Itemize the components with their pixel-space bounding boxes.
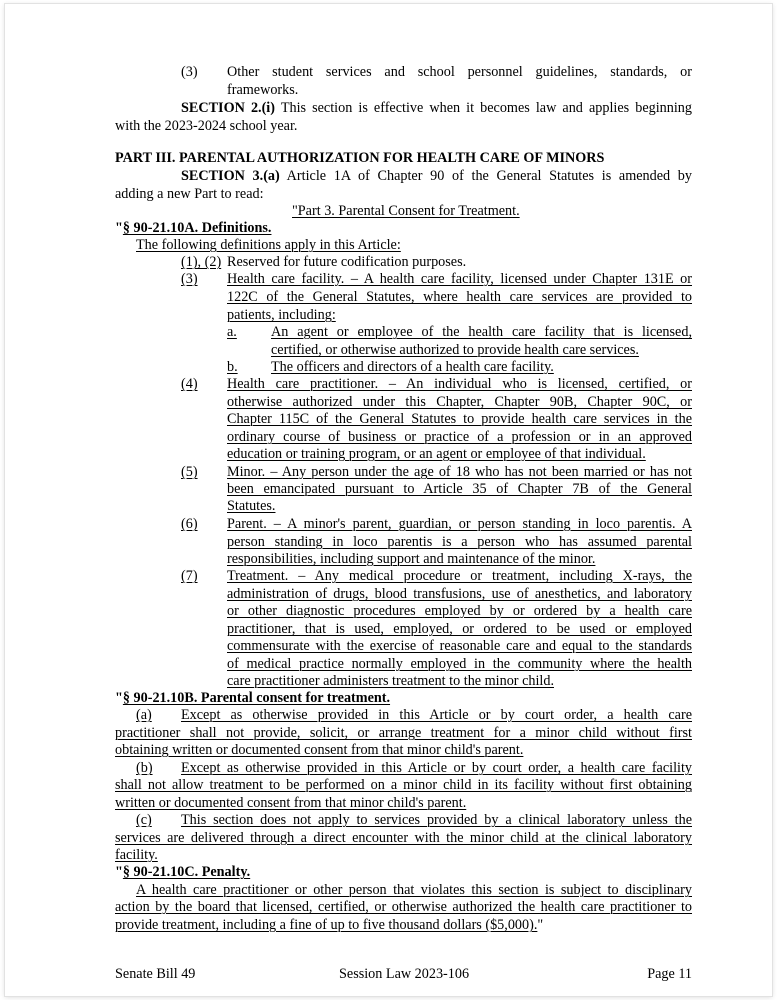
subsection-text-line: Except as otherwise provided in this Article or by court order, a health care facility xyxy=(181,760,692,776)
footer-bill-number: Senate Bill 49 xyxy=(115,966,196,982)
subsection-text-line: obtaining written or documented consent from that minor child's parent. xyxy=(115,742,524,758)
item-text-line: Other student services and school personnel guidelines, standards, or xyxy=(227,64,692,80)
section-label: SECTION 2.(i) xyxy=(181,100,275,116)
subsection-text-line: facility. xyxy=(115,847,158,863)
section-text: Article 1A of Chapter 90 of the General Statutes is amended by xyxy=(286,168,692,184)
subsection-text-line: services are delivered through a direct encounter with the minor child at the clinical laboratory xyxy=(115,830,692,846)
penalty-text-line: action by the board that licensed, certified, or otherwise authorized the health care practitioner to xyxy=(115,899,692,915)
section-label: SECTION 3.(a) xyxy=(181,168,280,184)
statute-heading xyxy=(115,690,390,707)
penalty-text-line: A health care practitioner or other person that violates this section is subject to disciplinary xyxy=(136,882,692,898)
open-quote: " xyxy=(115,864,123,880)
item-text-line: Reserved for future codification purposes. xyxy=(227,254,467,270)
subsection-label: (b) xyxy=(136,760,153,776)
item-number: (4) xyxy=(181,376,198,392)
penalty-text-line xyxy=(115,917,543,934)
section-2i-line: with the 2023-2024 school year. xyxy=(115,118,298,134)
item-number: (7) xyxy=(181,568,198,584)
subsection-text-line: This section does not apply to services provided by a clinical laboratory unless the xyxy=(181,812,692,828)
item-text-line: Minor. – Any person under the age of 18 who has not been married or has not xyxy=(227,464,692,480)
item-text-line: Treatment. – Any medical procedure or treatment, including X-rays, the xyxy=(227,568,692,584)
subsection-label: (a) xyxy=(136,707,152,723)
item-text-line: or other diagnostic procedures employed by or ordered by a health care xyxy=(227,603,692,619)
item-text-line: Parent. – A minor's parent, guardian, or person standing in loco parentis. A xyxy=(227,516,692,532)
subsection-text-line: Except as otherwise provided in this Article or by court order, a health care xyxy=(181,707,692,723)
statute-title: § 90-21.10C. Penalty. xyxy=(122,864,251,880)
subitem-text-line: certified, or otherwise authorized to provide health care services. xyxy=(271,342,639,358)
subitem-letter: b. xyxy=(227,359,238,375)
item-text-line: 122C of the General Statutes, where health care services are provided to xyxy=(227,289,692,305)
item-text-line: of medical practice normally employed in the community where the health xyxy=(227,656,692,672)
item-number: (5) xyxy=(181,464,198,480)
item-text-line: Chapter 115C of the General Statutes to provide health care services in the xyxy=(227,411,692,427)
footer-page-number: Page 11 xyxy=(647,966,692,982)
close-quote: " xyxy=(537,917,544,933)
subsection-text-line: practitioner shall not provide, solicit, or arrange treatment for a minor child without first xyxy=(115,725,692,741)
item-text-line: responsibilities, including support and maintenance of the minor. xyxy=(227,551,596,567)
section-text: This section is effective when it becomes law and applies beginning xyxy=(280,100,692,116)
item-text-line: person standing in loco parentis is a person who has assumed parental xyxy=(227,534,692,550)
item-number: (1), (2) xyxy=(181,254,222,270)
part-heading: PART III. PARENTAL AUTHORIZATION FOR HEALTH CARE OF MINORS xyxy=(115,150,605,166)
section-3a-line: adding a new Part to read: xyxy=(115,186,264,202)
subitem-text-line: An agent or employee of the health care facility that is licensed, xyxy=(271,324,692,340)
definitions-intro: The following definitions apply in this Article: xyxy=(136,237,401,253)
statute-title: § 90-21.10A. Definitions. xyxy=(122,220,272,236)
subitem-text-line: The officers and directors of a health care facility. xyxy=(271,359,554,375)
item-text-line: commensurate with the exercise of reasonable care and equal to the standards xyxy=(227,638,692,654)
subsection-label: (c) xyxy=(136,812,152,828)
item-text-line: education or training program, or an agent or employee of that individual. xyxy=(227,446,646,462)
statute-heading xyxy=(115,864,250,881)
section-2i-line xyxy=(181,100,692,117)
item-text-line: frameworks. xyxy=(227,82,299,98)
subsection-text-line: written or documented consent from that minor child's parent. xyxy=(115,795,467,811)
subitem-letter: a. xyxy=(227,324,237,340)
section-3a-line xyxy=(181,168,692,185)
item-text-line: practitioner, that is used, employed, or ordered to be used or employed xyxy=(227,621,692,637)
item-number: (3) xyxy=(181,271,198,287)
item-text-line: patients, including: xyxy=(227,307,336,323)
item-number: (3) xyxy=(181,64,198,80)
item-number: (6) xyxy=(181,516,198,532)
open-quote: " xyxy=(115,690,123,706)
item-text-line: Health care practitioner. – An individual who is licensed, certified, or xyxy=(227,376,692,392)
item-text-line: Statutes. xyxy=(227,498,276,514)
item-text-line: care practitioner administers treatment to the minor child. xyxy=(227,673,554,689)
item-text-line: administration of drugs, blood transfusions, use of anesthetics, and laboratory xyxy=(227,586,692,602)
open-quote: " xyxy=(115,220,123,236)
item-text-line: been emancipated pursuant to Article 35 of Chapter 7B of the General xyxy=(227,481,692,497)
item-text-line: Health care facility. – A health care facility, licensed under Chapter 131E or xyxy=(227,271,692,287)
penalty-text: provide treatment, including a fine of up to five thousand dollars ($5,000). xyxy=(115,917,538,933)
subsection-text-line: shall not allow treatment to be performed on a minor child in its facility without first obtaining xyxy=(115,777,692,793)
part-title: "Part 3. Parental Consent for Treatment. xyxy=(292,203,520,219)
document-page xyxy=(5,4,772,996)
statute-heading xyxy=(115,220,271,237)
statute-title: § 90-21.10B. Parental consent for treatment. xyxy=(122,690,391,706)
item-text-line: ordinary course of business or practice of a profession or in an approved xyxy=(227,429,692,445)
footer-session-law: Session Law 2023-106 xyxy=(339,966,470,982)
item-text-line: otherwise authorized under this Chapter, Chapter 90B, Chapter 90C, or xyxy=(227,394,692,410)
